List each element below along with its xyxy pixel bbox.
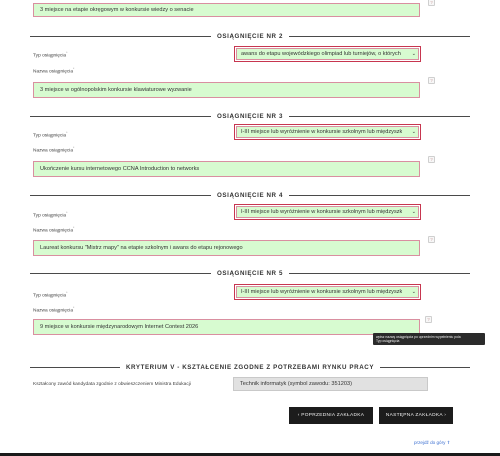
achievement-3-type-value: I-III miejsce lub wyróżnienie w konkursie szkolnym lub międzyszk: [241, 129, 403, 135]
achievement-4-type-select[interactable]: [236, 206, 419, 218]
achievement-4-type-label: Typ osiągnięcia*: [33, 211, 68, 219]
achievement-3-name-field[interactable]: [33, 161, 420, 177]
achievement-5-title: OSIĄGNIĘCIE NR 5: [217, 269, 283, 277]
achievement-3-type-select[interactable]: [236, 126, 419, 138]
achievement-5-type-value: I-III miejsce lub wyróżnienie w konkursie szkolnym lub międzyszk: [241, 289, 403, 295]
help-tooltip: [373, 333, 485, 345]
achievement-2-title: OSIĄGNIĘCIE NR 2: [217, 32, 283, 40]
achievement-3-header: [30, 111, 470, 121]
achievement-1-name-field[interactable]: [33, 3, 420, 17]
achievement-2-type-value: awans do etapu wojewódzkiego olimpiad lub turniejów, o których: [241, 51, 401, 57]
achievement-5-type-label: Typ osiągnięcia*: [33, 291, 68, 299]
chevron-down-icon: ⌄: [411, 209, 416, 215]
achievement-3-name-label: Nazwa osiągnięcia*: [33, 146, 75, 154]
tooltip-line-1: wpisz nazwę osiągnięcia po uprzednim wypełnieniu pola: [376, 335, 461, 339]
achievement-4-name-field[interactable]: [33, 240, 420, 256]
chevron-down-icon: ⌄: [411, 129, 416, 135]
achievement-2-type-label: Typ osiągnięcia*: [33, 51, 68, 59]
achievement-4-type-value: I-III miejsce lub wyróżnienie w konkursie szkolnym lub międzyszk: [241, 209, 403, 215]
next-tab-button[interactable]: NASTĘPNA ZAKŁADKA ›: [379, 407, 453, 424]
profession-value: Technik informatyk (symbol zawodu: 351203): [240, 381, 352, 387]
back-to-top-link[interactable]: przejdź do góry ⇑: [414, 440, 451, 445]
kryterium-header: [30, 362, 470, 372]
achievement-5-name-field[interactable]: [33, 319, 420, 335]
kryterium-label: Kształcony zawód kandydata zgodnie z obwieszczeniem Ministra Edukacji: [33, 382, 191, 387]
chevron-down-icon: ⌄: [411, 289, 416, 295]
achievement-3-type-label: Typ osiągnięcia*: [33, 131, 68, 139]
help-icon[interactable]: ?: [428, 156, 435, 163]
help-icon[interactable]: ?: [428, 0, 435, 6]
chevron-down-icon: ⌄: [411, 51, 416, 57]
achievement-2-name-field[interactable]: [33, 82, 420, 98]
achievement-2-header: [30, 31, 470, 41]
achievement-5-name-label: Nazwa osiągnięcia*: [33, 306, 75, 314]
achievement-2-type-select[interactable]: [236, 48, 419, 60]
achievement-3-title: OSIĄGNIĘCIE NR 3: [217, 112, 283, 120]
help-icon[interactable]: ?: [428, 236, 435, 243]
kryterium-title: KRYTERIUM V - KSZTAŁCENIE ZGODNE Z POTRZEBAMI RYNKU PRACY: [125, 363, 375, 371]
achievement-5-type-select[interactable]: [236, 286, 419, 298]
previous-tab-button[interactable]: ‹ POPRZEDNIA ZAKŁADKA: [289, 407, 373, 424]
help-icon[interactable]: ?: [428, 77, 435, 84]
help-icon[interactable]: ?: [425, 316, 432, 323]
achievement-4-header: [30, 190, 470, 200]
achievement-5-name-value: 9 miejsce w konkursie międzynarodowym Internet Contest 2026: [40, 324, 199, 330]
achievement-2-name-label: Nazwa osiągnięcia*: [33, 67, 75, 75]
achievement-4-title: OSIĄGNIĘCIE NR 4: [217, 191, 283, 199]
profession-field: [233, 377, 428, 391]
achievement-4-name-label: Nazwa osiągnięcia*: [33, 226, 75, 234]
achievement-3-name-value: Ukończenie kursu internetowego CCNA Introduction to networks: [40, 166, 200, 172]
tooltip-line-2: Typ osiągnięcia: [376, 339, 400, 343]
achievement-1-name-value: 3 miejsce na etapie okręgowym w konkursie wiedzy o senacie: [40, 7, 194, 13]
achievement-4-name-value: Laureat konkursu "Mistrz mapy" na etapie szkolnym i awans do etapu rejonowego: [40, 245, 243, 251]
achievement-2-name-value: 3 miejsce w ogólnopolskim konkursie klawiaturowe wyzwanie: [40, 87, 192, 93]
achievement-5-header: [30, 268, 470, 278]
